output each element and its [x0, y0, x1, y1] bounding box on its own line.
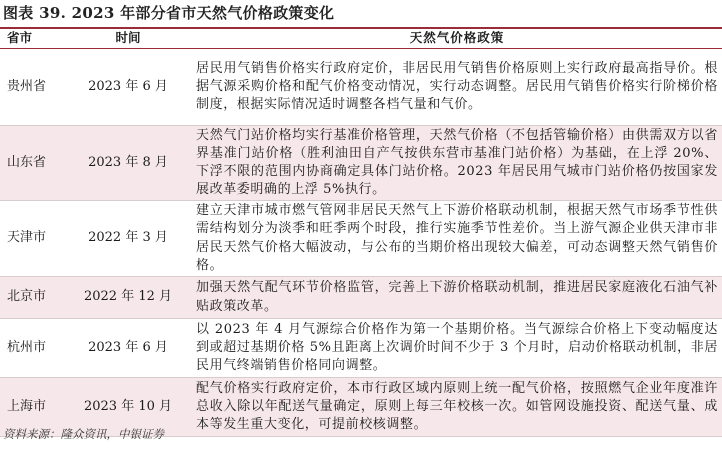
header-policy: 天然气价格政策 [409, 30, 505, 46]
cell-policy: 配气价格实行政府定价，本市行政区域内原则上统一配气价格，按照燃气企业年度准许总收入除以年配送气量确定，原则上每三年校核一次。如管网设施投资、配送气量、成本等发生重大变化，可提前校核调整。 [196, 380, 718, 433]
cell-time: 2022 年 3 月 [88, 230, 168, 246]
cell-policy: 加强天然气配气环节价格监管，完善上下游价格联动机制，推进居民家庭液化石油气补贴政策改革。 [196, 280, 718, 314]
cell-province: 山东省 [7, 154, 47, 170]
table-header [0, 29, 722, 49]
cell-province: 上海市 [7, 398, 47, 414]
cell-policy: 以 2023 年 4 月气源综合价格作为第一个基期价格。当气源综合价格上下变动幅度达到或超过基期价格 5%且距离上次调价时间不少于 3 个月时，启动价格联动机制，非居民用气终端销售价格同向调整。 [196, 321, 718, 374]
table-row [0, 277, 722, 319]
table-row [0, 201, 722, 277]
cell-time: 2023 年 6 月 [88, 339, 168, 355]
source-note: 资料来源：隆众资讯，中银证券 [3, 427, 164, 441]
cell-policy: 居民用气销售价格实行政府定价，非居民用气销售价格原则上实行政府最高指导价。根据气源采购价格和配气价格变动情况，实行动态调整。居民用气销售价格实行阶梯价格制度，根据实际情况适时调整各档气量和气价。 [196, 60, 718, 113]
cell-time: 2023 年 6 月 [88, 78, 168, 94]
cell-time: 2023 年 10 月 [83, 398, 173, 414]
cell-province: 北京市 [7, 289, 47, 305]
header-time: 时间 [115, 30, 141, 46]
cell-province: 杭州市 [7, 339, 47, 355]
policy-table [0, 29, 722, 437]
table-row [0, 126, 722, 201]
cell-province: 贵州省 [7, 78, 47, 94]
header-province: 省市 [7, 30, 33, 46]
table-row [0, 319, 722, 378]
cell-time: 2022 年 12 月 [83, 289, 173, 305]
figure-title: 图表 39. 2023 年部分省市天然气价格政策变化 [3, 4, 335, 22]
cell-time: 2023 年 8 月 [88, 154, 168, 170]
cell-policy: 天然气门站价格均实行基准价格管理，天然气价格（不包括管输价格）由供需双方以省界基准门站价格（胜利油田自产气按供东营市基准门站价格）为基础，在上浮 20%、下浮不限的范围内协商确定具体门站价格。2023 年居民用气城市门站价格仍按国家发展改革委明确的上浮 5%执行。 [196, 127, 718, 198]
table-row [0, 49, 722, 126]
cell-province: 天津市 [7, 230, 47, 246]
cell-policy: 建立天津市城市燃气管网非居民天然气上下游价格联动机制，根据天然气市场季节性供需结构划分为淡季和旺季两个时段，推行实施季节性差价。当上游气源企业供天津市非居民天然气价格大幅波动，与公布的当期价格出现较大偏差，可动态调整天然气销售价格。 [196, 203, 718, 273]
